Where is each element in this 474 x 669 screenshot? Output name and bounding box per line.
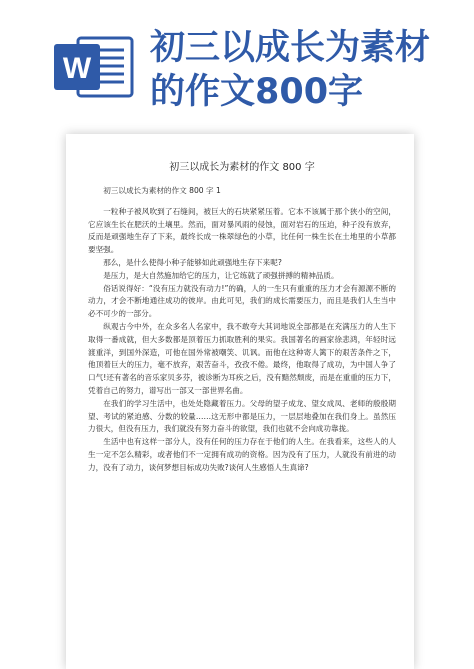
paragraph: 一粒种子被风吹到了石缝间，被巨大的石块紧紧压着。它本不该属于那个狭小的空间，它应该生长在肥沃的土壤里。然而，面对暴风雨的侵蚀，面对岩石的压迫，种子没有放弃，反而是顽强地生存了下来，最终长成一株翠绿色的小草，比任何一株生长在土地里的小草都要坚强。 xyxy=(88,206,396,255)
paragraph: 那么，是什么使得小种子能够如此顽强地生存下来呢? xyxy=(103,257,282,267)
paragraph: 纵观古今中外，在众多名人名家中，我不敢夸大其词地说全部都是在充满压力的人生下取得一番成就，但大多数都是顶着压力抓取胜利的果实。我国著名的画家徐悲鸿，年轻时远渡重洋，到国外深造，可他在国外常被嘲笑、讥讽。而他在这种寄人篱下的艰苦条件之下，他顶着巨大的压力，毫不放弃，艰苦奋斗，孜孜不倦。最终，他取得了成功，为中国人争了口气!还有著名的音乐家贝多芬，被诊断为耳疾之后，没有黯然颓废，而是在重重的压力下，凭着自己的努力，谱写出一部又一部世界名曲。 xyxy=(88,321,396,395)
document-subtitle: 初三以成长为素材的作文 800 字 1 xyxy=(103,186,221,195)
paragraph: 生活中也有这样一部分人，没有任何的压力存在于他们的人生。在我看来，这些人的人生一定不怎么精彩，或者他们不一定拥有成功的资格。因为没有了压力，人就没有前进的动力，没有了动力，谈何梦想目标成功失败?谈何人生感悟人生真谛? xyxy=(88,437,396,472)
banner-title xyxy=(150,26,430,114)
document-body xyxy=(88,161,396,669)
document-title: 初三以成长为素材的作文 800 字 xyxy=(169,162,315,173)
logo-letter: W xyxy=(62,52,92,85)
paragraph: 在我们的学习生活中，也处处隐藏着压力。父母的望子成龙、望女成凤、老师的殷殷期望、考试的紧迫感、分数的较量……这无形中都是压力，一层层地叠加在我们身上。虽然压力很大，但没有压力，我们就没有努力奋斗的欲望，我们也就不会向成功靠拢。 xyxy=(88,398,396,434)
document-page xyxy=(66,134,414,669)
word-document-icon xyxy=(50,32,136,102)
banner-title-line-2: 的作文800字 xyxy=(150,72,364,112)
banner xyxy=(0,0,474,150)
paragraph: 俗话说得好：“没有压力就没有动力!”的确，人的一生只有重重的压力才会有源源不断的动力，才会不断地通往成功的彼岸。由此可见，我们的成长需要压力，而且是我们人生当中必不可少的一部分。 xyxy=(88,283,396,319)
banner-title-line-1: 初三以成长为素材 xyxy=(150,28,431,68)
paragraph: 是压力，是大自然施加给它的压力，让它练就了顽强拼搏的精神品质。 xyxy=(103,270,339,280)
